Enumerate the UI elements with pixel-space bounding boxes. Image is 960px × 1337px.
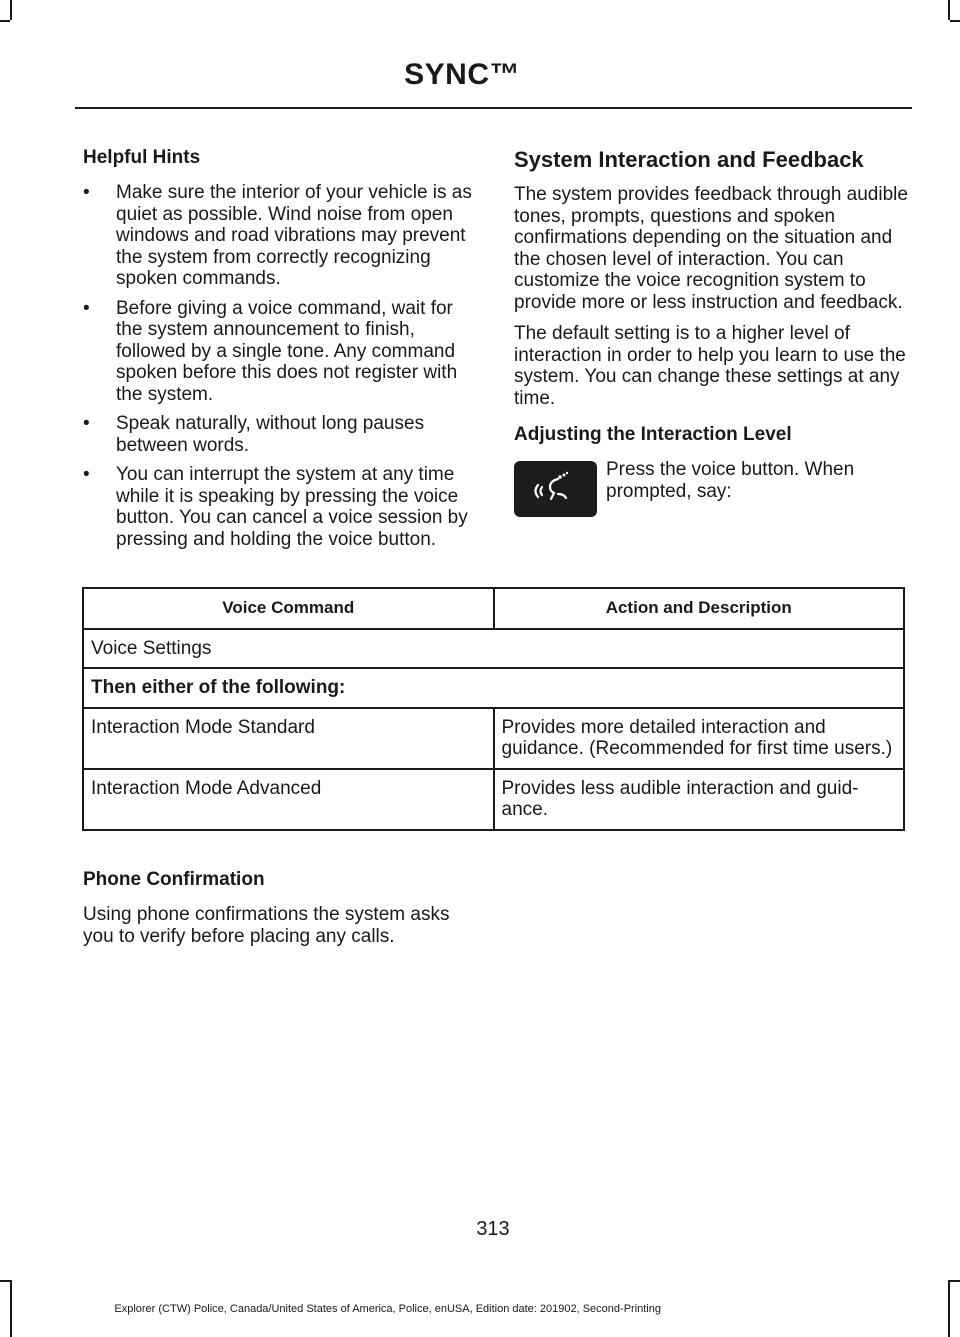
crop-mark [950,20,960,22]
helpful-hints-heading: Helpful Hints [83,147,201,168]
page-header-title: SYNC™ [404,58,520,91]
hint-text: You can interrupt the system at any time while it is speaking by pressing the voice button. You can cancel a voice session by pressing and holding the voice button. [116,464,468,550]
crop-mark [950,1280,960,1282]
crop-mark [10,0,12,20]
list-item [83,464,478,550]
table-cell: Interaction Mode Advanced [83,769,494,830]
subsection-heading: Adjusting the Interaction Level [514,424,792,445]
phone-confirmation-heading: Phone Confirmation [83,869,265,890]
phone-confirmation-section [83,868,483,957]
paragraph: Using phone confirmations the system asks you to verify before placing any calls. [83,904,450,947]
page-number: 313 [476,1218,510,1240]
table-row [83,668,904,708]
bullet: • [83,182,90,203]
column-header: Action and Description [494,588,905,629]
paragraph: The default setting is to a higher level of interaction in order to help you learn to use the system. You can change these settings at any time. [514,323,906,409]
right-column [514,146,909,519]
table-cell: Interaction Mode Standard [83,708,494,769]
voice-instruction [514,459,909,519]
header-divider [75,107,912,109]
footer-text: Explorer (CTW) Police, Canada/United States of America, Police, enUSA, Edition date: 201902, Second-Printing [114,1303,661,1315]
crop-mark [0,20,10,22]
list-item [83,298,478,406]
crop-mark [948,1280,950,1337]
hint-text: Speak naturally, without long pauses between words. [116,413,425,456]
table-cell: Then either of the following: [83,668,904,708]
voice-prompt-text: Press the voice button. When prompted, say: [606,459,855,502]
voice-button-icon [514,461,597,517]
table-cell: Provides more detailed interaction and guidance. (Recommended for first time users.) [494,708,905,769]
left-column [83,146,478,558]
crop-mark [0,1280,10,1282]
table-row [83,629,904,669]
bullet: • [83,297,90,319]
paragraph: The system provides feedback through audible tones, prompts, questions and spoken confirmations depending on the situation and the chosen level of interaction. You can customize the voice recognition system to provide more or less instruction and feedback. [514,184,908,313]
section-heading: System Interaction and Feedback [514,147,864,172]
bullet: • [83,413,90,434]
crop-mark [948,0,950,20]
list-item [83,413,478,456]
list-item [83,182,478,290]
hint-text: Make sure the interior of your vehicle is as quiet as possible. Wind noise from open windows and road vibrations may prevent the system from correctly recognizing spoken commands. [116,182,472,289]
hint-text: Before giving a voice command, wait for the system announcement to finish, followed by a single tone. Any command spoken before this does not register with the system. [116,297,458,405]
table-row [83,769,904,830]
bullet: • [83,464,90,485]
hints-list [83,182,478,550]
table-cell: Provides less audible interaction and guid-ance. [494,769,905,830]
column-header: Voice Command [83,588,494,629]
table-row [83,708,904,769]
table-cell: Voice Settings [83,629,904,669]
voice-command-table [82,587,905,831]
table-header-row [83,588,904,629]
